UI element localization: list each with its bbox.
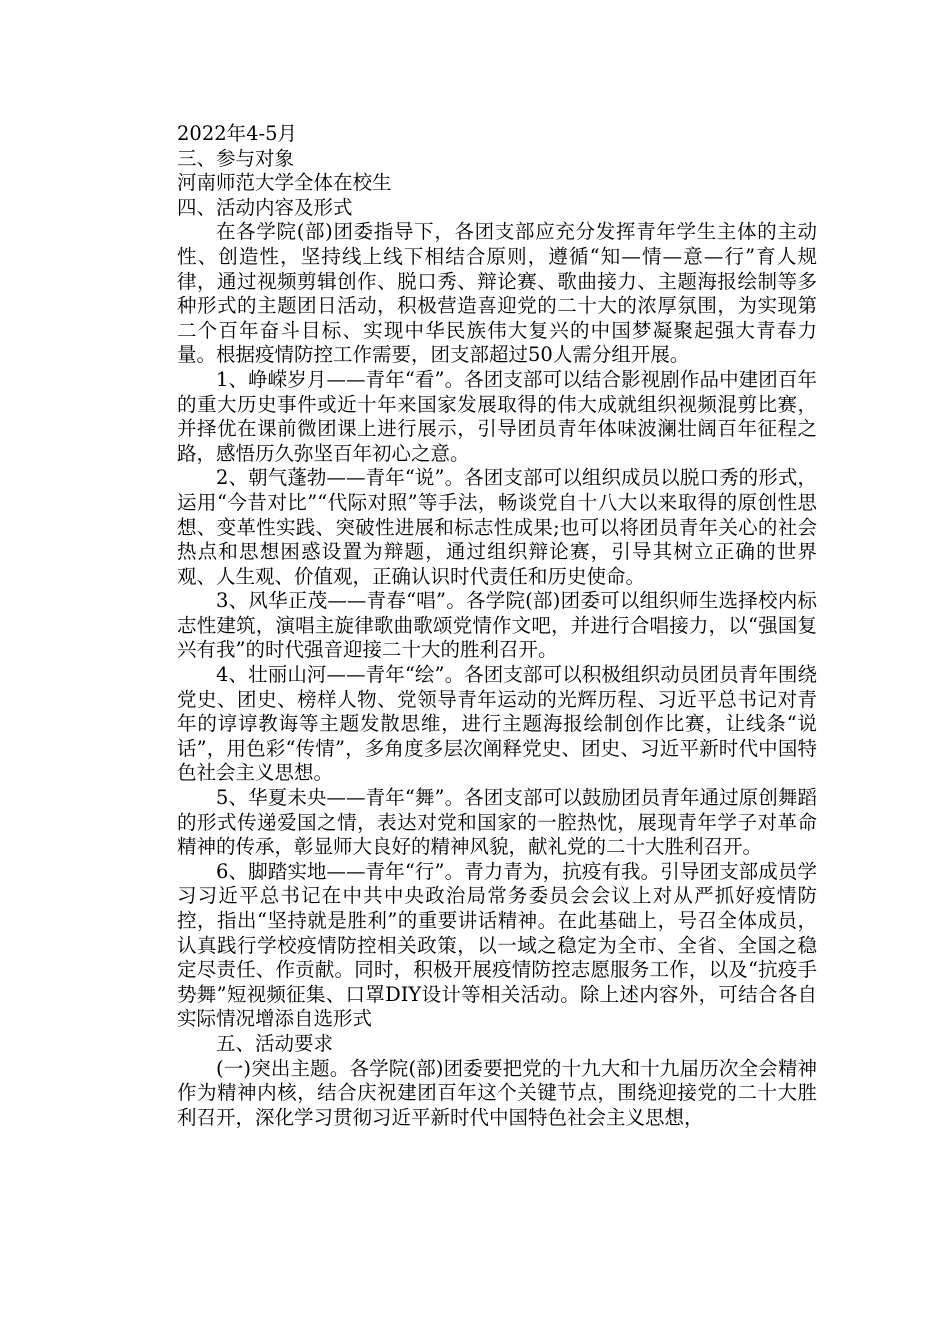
- activity-date: 2022年4-5月: [177, 122, 298, 145]
- document-body: [177, 122, 817, 1130]
- participants-text: 河南师范大学全体在校生: [177, 171, 392, 195]
- requirement-1-paragraph: (一)突出主题。各学院(部)团委要把党的十九大和十九届历次全会精神作为精神内核，结合庆祝建团百年这个关键节点，围绕迎接党的二十大胜利召开，深化学习贯彻习近平新时代中国特色社会主义思想，: [177, 1056, 817, 1129]
- section-heading-requirements: 五、活动要求: [216, 1031, 334, 1055]
- section-heading-content-form: 四、活动内容及形式: [177, 195, 353, 219]
- section-heading-participants: 三、参与对象: [177, 146, 295, 170]
- item-3-paragraph: 3、风华正茂——青春“唱”。各学院(部)团委可以组织师生选择校内标志性建筑，演唱主旋律歌曲歌颂党情作文吧，并进行合唱接力，以“强国复兴有我”的时代强音迎接二十大的胜利召开。: [177, 589, 817, 662]
- intro-paragraph: 在各学院(部)团委指导下，各团支部应充分发挥青年学生主体的主动性、创造性，坚持线上线下相结合原则，遵循“知—情—意—行”育人规律，通过视频剪辑创作、脱口秀、辩论赛、歌曲接力、主题海报绘制等多种形式的主题团日活动，积极营造喜迎党的二十大的浓厚氛围，为实现第二个百年奋斗目标、实现中华民族伟大复兴的中国梦凝聚起强大青春力量。根据疫情防控工作需要，团支部超过50人需分组开展。: [177, 220, 817, 367]
- item-5-paragraph: 5、华夏未央——青年“舞”。各团支部可以鼓励团员青年通过原创舞蹈的形式传递爱国之情，表达对党和国家的一腔热忱，展现青年学子对革命精神的传承，彰显师大良好的精神风貌，献礼党的二十大胜利召开。: [177, 786, 817, 859]
- item-2-paragraph: 2、朝气蓬勃——青年“说”。各团支部可以组织成员以脱口秀的形式，运用“今昔对比”“代际对照”等手法，畅谈党自十八大以来取得的原创性思想、变革性实践、突破性进展和标志性成果;也可以将团员青年关心的社会热点和思想困惑设置为辩题，通过组织辩论赛，引导其树立正确的世界观、人生观、价值观，正确认识时代责任和历史使命。: [177, 466, 817, 588]
- item-1-paragraph: 1、峥嵘岁月——青年“看”。各团支部可以结合影视剧作品中建团百年的重大历史事件或近十年来国家发展取得的伟大成就组织视频混剪比赛，并择优在课前微团课上进行展示，引导团员青年体味波澜壮阔百年征程之路，感悟历久弥坚百年初心之意。: [177, 367, 817, 465]
- item-4-paragraph: 4、壮丽山河——青年“绘”。各团支部可以积极组织动员团员青年围绕党史、团史、榜样人物、党领导青年运动的光辉历程、习近平总书记对青年的谆谆教诲等主题发散思维，进行主题海报绘制创作比赛，让线条“说话”，用色彩“传情”，多角度多层次阐释党史、团史、习近平新时代中国特色社会主义思想。: [177, 663, 817, 785]
- item-6-paragraph: 6、脚踏实地——青年“行”。青力青为，抗疫有我。引导团支部成员学习习近平总书记在中共中央政治局常务委员会会议上对从严抓好疫情防控，指出“坚持就是胜利”的重要讲话精神。在此基础上，号召全体成员，认真践行学校疫情防控相关政策，以一域之稳定为全市、全省、全国之稳定尽责任、作贡献。同时，积极开展疫情防控志愿服务工作，以及“抗疫手势舞”短视频征集、口罩DIY设计等相关活动。除上述内容外，可结合各自实际情况增添自选形式: [177, 859, 817, 1031]
